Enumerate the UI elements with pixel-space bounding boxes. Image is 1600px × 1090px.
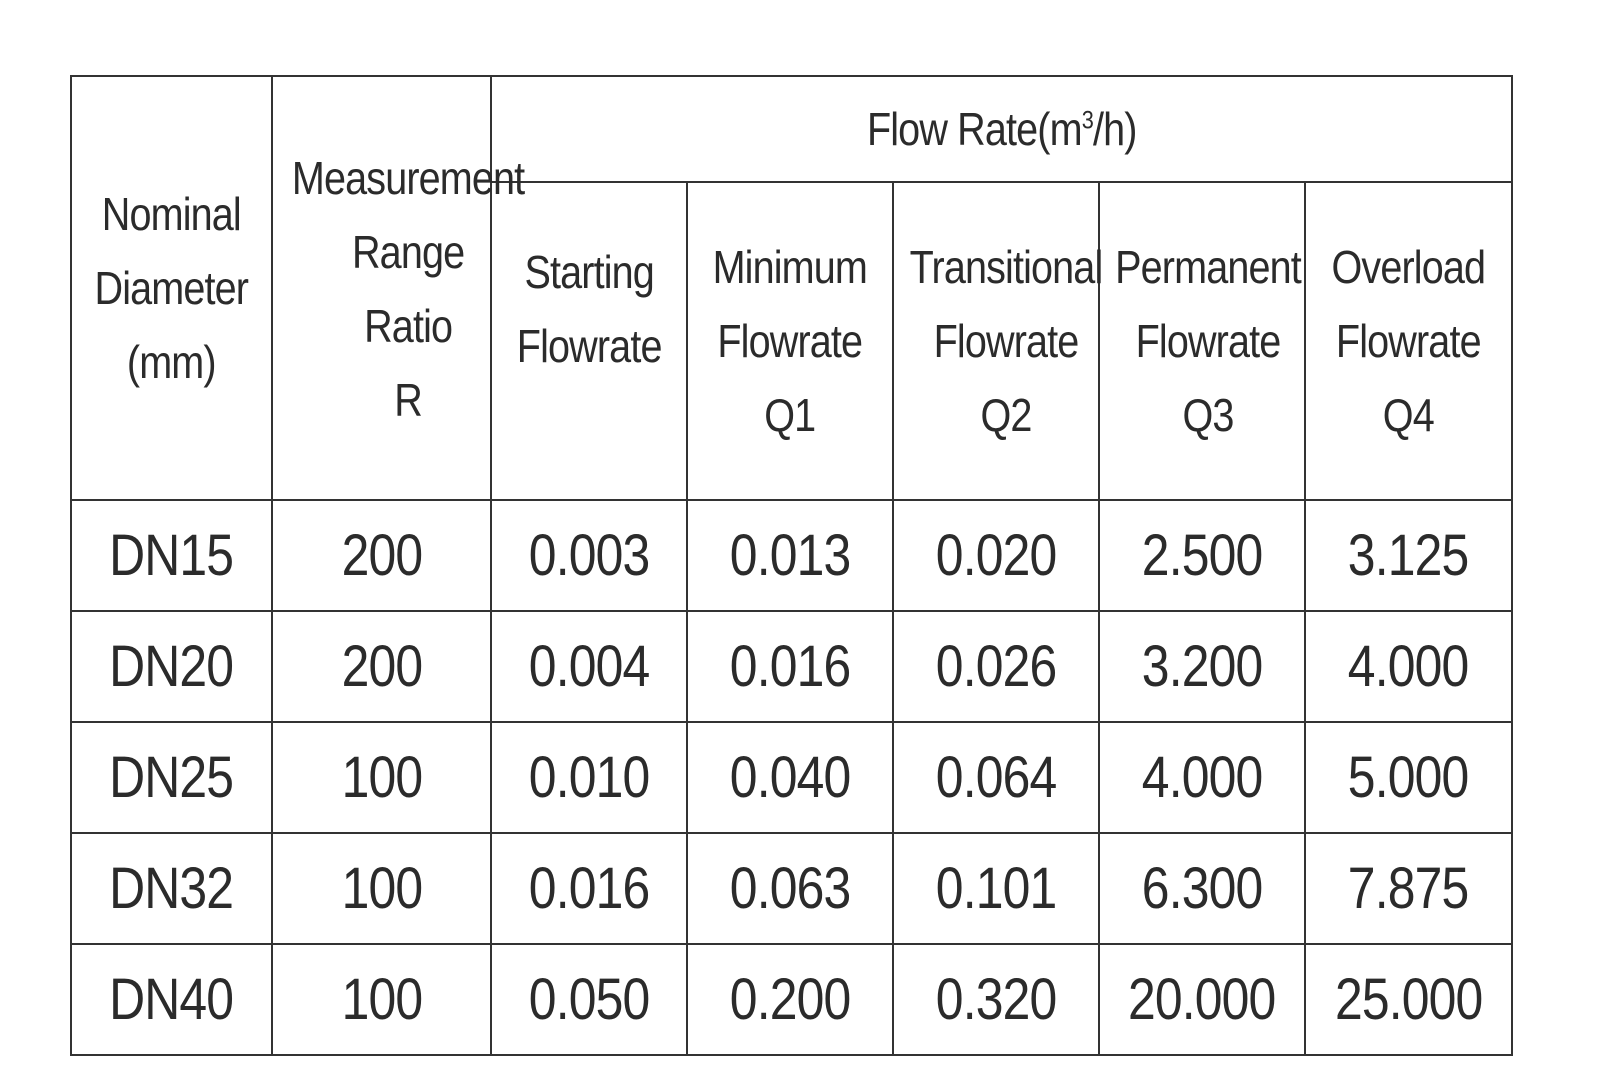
header-measurement-line-1: Measurement (291, 152, 525, 204)
header-minimum-flowrate-q1 (687, 182, 893, 500)
cell-nominal-diameter: DN20 (71, 611, 272, 722)
cell-range-ratio: 100 (272, 722, 491, 833)
header-transitional-line-3: Q2 (980, 389, 1032, 441)
header-permanent-line-3: Q3 (1182, 389, 1234, 441)
cell-range-ratio: 200 (272, 500, 491, 611)
cell-q1: 0.013 (687, 500, 893, 611)
cell-q3: 3.200 (1099, 611, 1305, 722)
header-row-top (71, 76, 1512, 182)
cell-range-ratio: 100 (272, 944, 491, 1055)
cell-q2: 0.020 (893, 500, 1099, 611)
header-transitional-flowrate-q2 (893, 182, 1103, 500)
header-minimum-line-2: Flowrate (717, 315, 863, 367)
header-measurement-line-3: Ratio (364, 300, 453, 352)
header-flow-rate-group (491, 76, 1512, 182)
cell-starting-flowrate: 0.003 (491, 500, 687, 611)
header-nominal-diameter-line-3: (mm) (127, 336, 216, 388)
flow-rate-spec-table (70, 75, 1513, 1056)
header-measurement-range-ratio (272, 76, 525, 500)
cell-q2: 0.026 (893, 611, 1099, 722)
cell-q2: 0.064 (893, 722, 1099, 833)
cell-range-ratio: 200 (272, 611, 491, 722)
header-permanent-line-1: Permanent (1115, 241, 1301, 293)
header-transitional-line-1: Transitional (909, 241, 1103, 293)
header-transitional-line-2: Flowrate (933, 315, 1079, 367)
flow-rate-unit-end: /h) (1092, 103, 1137, 155)
header-nominal-diameter-line-2: Diameter (94, 262, 249, 314)
cell-starting-flowrate: 0.010 (491, 722, 687, 833)
header-permanent-line-2: Flowrate (1135, 315, 1281, 367)
cell-q3: 4.000 (1099, 722, 1305, 833)
cell-nominal-diameter: DN25 (71, 722, 272, 833)
header-measurement-line-2: Range (351, 226, 465, 278)
flow-rate-label: Flow Rate(m (866, 103, 1082, 155)
cell-q2: 0.101 (893, 833, 1099, 944)
header-starting-line-1: Starting (524, 246, 654, 298)
cell-range-ratio: 100 (272, 833, 491, 944)
header-overload-line-2: Flowrate (1336, 315, 1481, 367)
cell-starting-flowrate: 0.004 (491, 611, 687, 722)
header-nominal-diameter-line-1: Nominal (101, 188, 242, 240)
cell-q2: 0.320 (893, 944, 1099, 1055)
table-row (71, 722, 1512, 833)
header-overload-line-3: Q4 (1382, 389, 1435, 441)
cell-nominal-diameter: DN32 (71, 833, 272, 944)
cell-q4: 25.000 (1305, 944, 1512, 1055)
table-row (71, 944, 1512, 1055)
header-permanent-flowrate-q3 (1099, 182, 1305, 500)
header-overload-flowrate-q4 (1305, 182, 1512, 500)
cell-q4: 3.125 (1305, 500, 1512, 611)
cell-q4: 4.000 (1305, 611, 1512, 722)
cell-starting-flowrate: 0.050 (491, 944, 687, 1055)
cell-q3: 2.500 (1099, 500, 1305, 611)
cell-q1: 0.200 (687, 944, 893, 1055)
cell-q4: 7.875 (1305, 833, 1512, 944)
table-row (71, 833, 1512, 944)
header-starting-line-2: Flowrate (516, 320, 662, 372)
cell-q4: 5.000 (1305, 722, 1512, 833)
header-nominal-diameter (71, 76, 272, 500)
cell-nominal-diameter: DN40 (71, 944, 272, 1055)
cell-starting-flowrate: 0.016 (491, 833, 687, 944)
cell-q1: 0.016 (687, 611, 893, 722)
cell-q1: 0.063 (687, 833, 893, 944)
cell-q1: 0.040 (687, 722, 893, 833)
cell-q3: 20.000 (1099, 944, 1305, 1055)
header-measurement-line-4: R (394, 374, 422, 426)
table-row (71, 500, 1512, 611)
cell-q3: 6.300 (1099, 833, 1305, 944)
cell-nominal-diameter: DN15 (71, 500, 272, 611)
flow-rate-unit-superscript: 3 (1081, 106, 1093, 135)
table-row (71, 611, 1512, 722)
header-minimum-line-1: Minimum (712, 241, 868, 293)
header-minimum-line-3: Q1 (764, 389, 816, 441)
header-overload-line-1: Overload (1331, 241, 1486, 293)
